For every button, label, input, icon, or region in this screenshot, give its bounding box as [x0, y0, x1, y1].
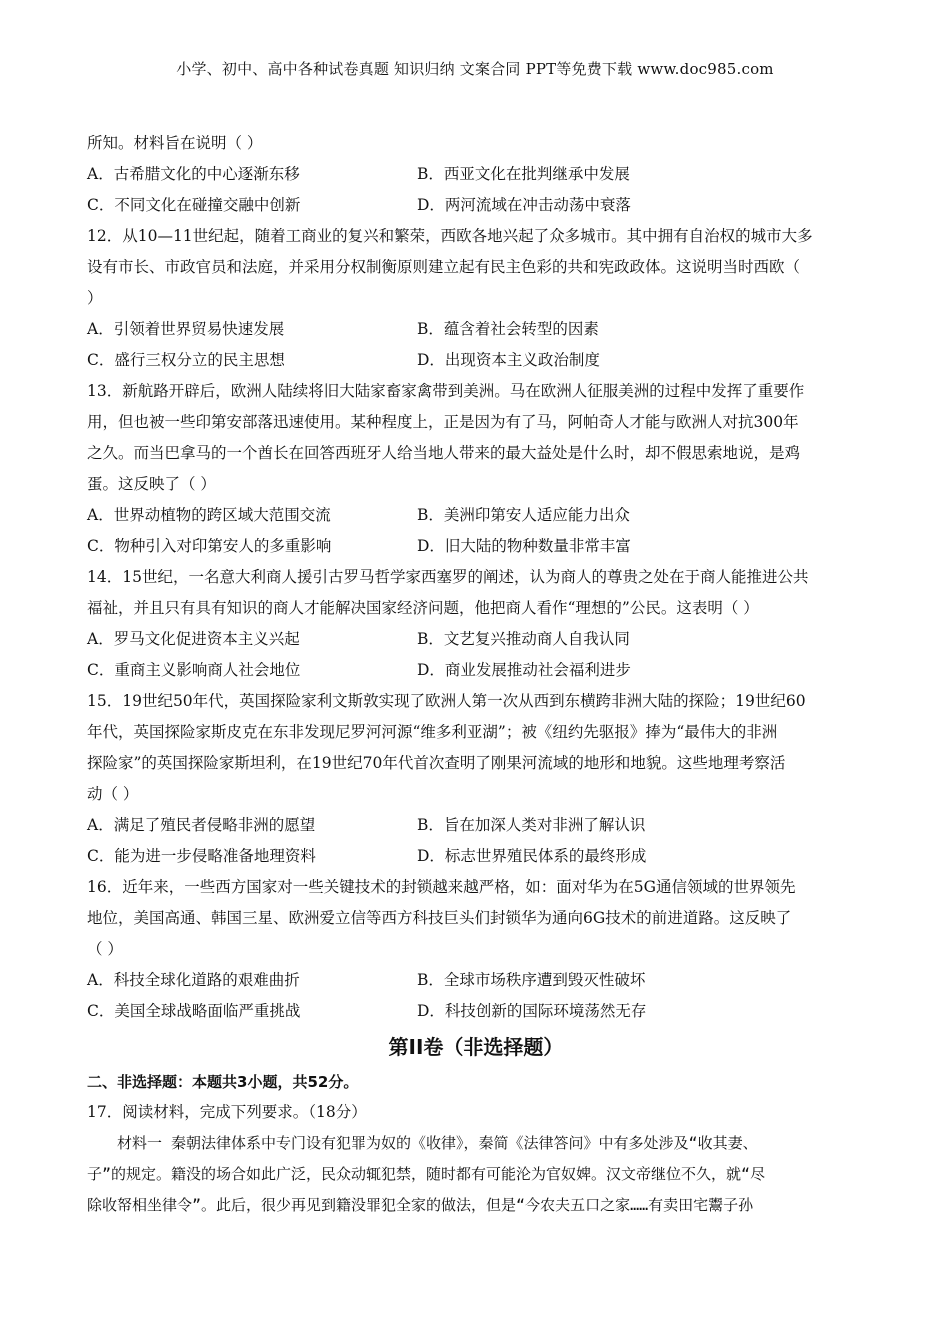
option-b: B．美洲印第安人适应能力出众: [417, 506, 630, 524]
question-15: [87, 686, 865, 872]
option-row: [87, 314, 865, 345]
part-heading: 二、非选择题：本题共3小题，共52分。: [87, 1073, 359, 1091]
option-row: [87, 810, 865, 841]
option-a: A．科技全球化道路的艰难曲折: [87, 971, 300, 989]
page-header: 小学、初中、高中各种试卷真题 知识归纳 文案合同 PPT等免费下载 www.doc985.com: [176, 60, 774, 78]
section-title: 第II卷（非选择题）: [388, 1035, 564, 1059]
question-text: 之久。而当巴拿马的一个酋长在回答西班牙人给当地人带来的最大益处是什么时，却不假思索地说，是鸡: [87, 444, 801, 462]
option-c: C．盛行三权分立的民主思想: [87, 351, 285, 369]
option-row: [87, 500, 865, 531]
question-16: [87, 872, 865, 1027]
question-text: 15．19世纪50年代，英国探险家利文斯敦实现了欧洲人第一次从西到东横跨非洲大陆的探险；19世纪60: [87, 692, 806, 710]
option-b: B．全球市场秩序遭到毁灭性破坏: [417, 971, 646, 989]
question-text: 16．近年来，一些西方国家对一些关键技术的封锁越来越严格，如：面对华为在5G通信领域的世界领先: [87, 878, 796, 896]
option-c: C．不同文化在碰撞交融中创新: [87, 196, 301, 214]
option-d: D．商业发展推动社会福利进步: [417, 661, 631, 679]
question-11: [87, 128, 865, 221]
question-13: [87, 376, 865, 562]
question-14: [87, 562, 865, 686]
option-a: A．罗马文化促进资本主义兴起: [87, 630, 300, 648]
option-d: D．标志世界殖民体系的最终形成: [417, 847, 647, 865]
option-row: [87, 965, 865, 996]
material-text: 除收帑相坐律令”。此后，很少再见到籍没罪犯全家的做法，但是“今农夫五口之家……有卖田宅鬻子孙: [87, 1196, 754, 1214]
option-d: D．旧大陆的物种数量非常丰富: [417, 537, 631, 555]
exam-content: [87, 128, 865, 1221]
question-text: ）: [87, 289, 103, 307]
option-b: B．文艺复兴推动商人自我认同: [417, 630, 630, 648]
question-text: 福祉，并且只有具有知识的商人才能解决国家经济问题，他把商人看作“理想的”公民。这表明（ ）: [87, 599, 759, 617]
option-row: [87, 345, 865, 376]
option-c: C．物种引入对印第安人的多重影响: [87, 537, 332, 555]
question-text: 13．新航路开辟后，欧洲人陆续将旧大陆家畜家禽带到美洲。马在欧洲人征服美洲的过程中发挥了重要作: [87, 382, 805, 400]
option-b: B．旨在加深人类对非洲了解认识: [417, 816, 646, 834]
option-a: A．古希腊文化的中心逐渐东移: [87, 165, 300, 183]
option-c: C．重商主义影响商人社会地位: [87, 661, 301, 679]
question-text: 年代，英国探险家斯皮克在东非发现尼罗河河源“维多利亚湖”；被《纽约先驱报》捧为“最伟大的非洲: [87, 723, 778, 741]
option-row: [87, 159, 865, 190]
option-a: A．满足了殖民者侵略非洲的愿望: [87, 816, 316, 834]
question-text: 地位，美国高通、韩国三星、欧洲爱立信等西方科技巨头们封锁华为通向6G技术的前进道路。这反映了: [87, 909, 792, 927]
question-text: 用，但也被一些印第安部落迅速使用。某种程度上，正是因为有了马，阿帕奇人才能与欧洲人对抗300年: [87, 413, 799, 431]
question-text: 探险家”的英国探险家斯坦利，在19世纪70年代首次查明了刚果河流域的地形和地貌。这些地理考察活: [87, 754, 786, 772]
option-row: [87, 996, 865, 1027]
question-text: 12．从10—11世纪起，随着工商业的复兴和繁荣，西欧各地兴起了众多城市。其中拥有自治权的城市大多: [87, 227, 813, 245]
option-d: D．科技创新的国际环境荡然无存: [417, 1002, 647, 1020]
material-text: 子”的规定。籍没的场合如此广泛，民众动辄犯禁，随时都有可能沦为官奴婢。汉文帝继位不久，就“尽: [87, 1165, 766, 1183]
option-d: D．两河流域在冲击动荡中衰落: [417, 196, 631, 214]
question-text: 14．15世纪，一名意大利商人援引古罗马哲学家西塞罗的阐述，认为商人的尊贵之处在于商人能推进公共: [87, 568, 809, 586]
question-text: 设有市长、市政官员和法庭，并采用分权制衡原则建立起有民主色彩的共和宪政政体。这说明当时西欧（: [87, 258, 801, 276]
option-d: D．出现资本主义政治制度: [417, 351, 600, 369]
question-text: （ ）: [87, 940, 123, 958]
question-text: 动（ ）: [87, 785, 139, 803]
question-stem: 17．阅读材料，完成下列要求。（18分）: [87, 1103, 367, 1121]
option-row: [87, 190, 865, 221]
question-text: 所知。材料旨在说明（ ）: [87, 134, 263, 152]
option-a: A．引领着世界贸易快速发展: [87, 320, 285, 338]
option-b: B．西亚文化在批判继承中发展: [417, 165, 630, 183]
option-c: C．美国全球战略面临严重挑战: [87, 1002, 301, 1020]
question-17: [87, 1097, 865, 1221]
option-c: C．能为进一步侵略准备地理资料: [87, 847, 316, 865]
question-text: 蛋。这反映了（ ）: [87, 475, 216, 493]
material-text: 材料一 秦朝法律体系中专门设有犯罪为奴的《收律》，秦简《法律答问》中有多处涉及“收其妻、: [117, 1134, 758, 1152]
option-row: [87, 531, 865, 562]
option-b: B．蕴含着社会转型的因素: [417, 320, 599, 338]
option-a: A．世界动植物的跨区域大范围交流: [87, 506, 331, 524]
option-row: [87, 841, 865, 872]
question-12: [87, 221, 865, 376]
option-row: [87, 655, 865, 686]
option-row: [87, 624, 865, 655]
